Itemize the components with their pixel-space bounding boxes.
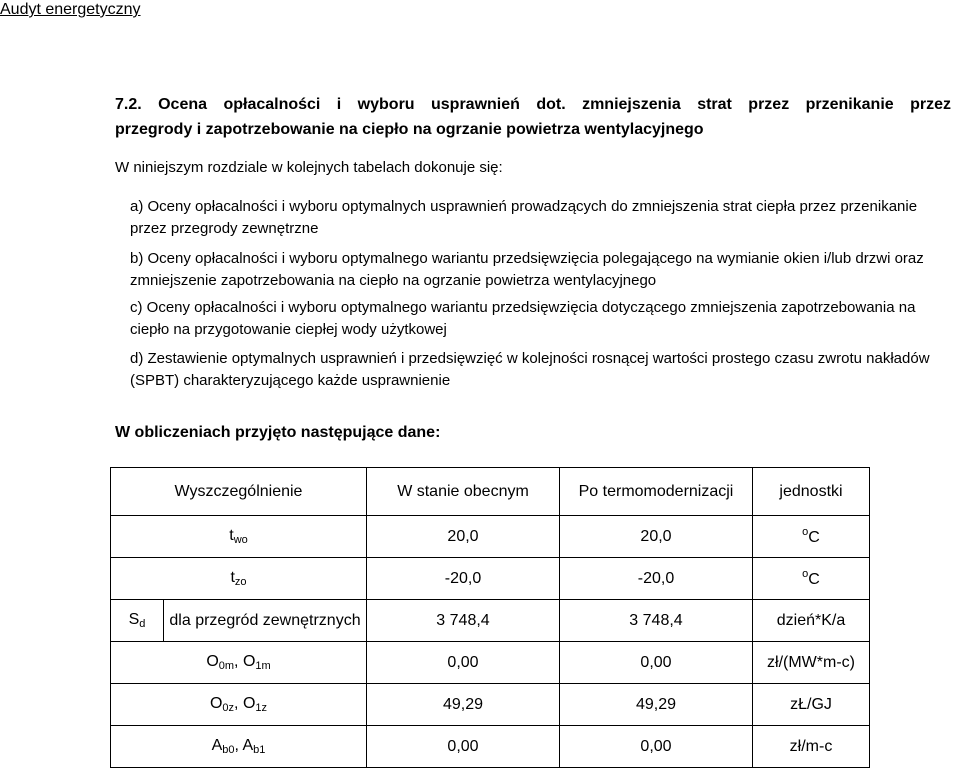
symbol-subscript-2: 1z [255,702,268,714]
symbol-text: O [206,653,219,670]
symbol-subscript: d [139,618,146,630]
symbol-subscript: b0 [222,744,235,756]
symbol-subscript: 0z [222,702,235,714]
header-current [367,468,560,516]
header-after [560,468,753,516]
value-after: -20,0 [560,558,753,600]
symbol-text: A [211,737,223,754]
symbol-subscript: zo [234,576,247,588]
value-current: 20,0 [367,516,560,558]
row-description: dla przegród zewnętrznych [164,600,367,642]
value-current: 0,00 [367,642,560,684]
value-after: 3 748,4 [560,600,753,642]
value-current: 0,00 [367,726,560,768]
document-header-title: Audyt energetyczny [0,1,141,18]
header-current-label: W stanie obecnym [397,482,529,500]
row-symbol [111,600,164,642]
unit-superscript: o [802,526,809,538]
value-unit: zŁ/GJ [753,684,870,726]
table-row [111,516,870,558]
unit-text: C [808,529,820,546]
row-symbol [111,726,367,768]
unit-superscript: o [802,568,809,580]
value-unit: dzień*K/a [753,600,870,642]
row-symbol [111,642,367,684]
value-after: 0,00 [560,726,753,768]
value-current: 49,29 [367,684,560,726]
symbol-subscript-2: b1 [253,744,266,756]
symbol-text-2: , A [234,737,254,754]
value-unit [753,516,870,558]
list-item-a: a) Oceny opłacalności i wyboru optymalnych usprawnień prowadzących do zmniejszenia strat ciepła przez przenikanie przez przegrody zewnętrzne [130,198,918,237]
value-unit: zł/(MW*m-c) [753,642,870,684]
row-symbol [111,516,367,558]
header-description-label: Wyszczególnienie [174,482,303,500]
symbol-text: O [209,695,223,712]
list-item-d: d) Zestawienie optymalnych usprawnień i przedsięwzięć w kolejności rosnącej wartości prostego czasu zwrotu nakładów (SPBT) charakteryzującego każde usprawnienie [130,350,930,389]
assumptions-heading: W obliczeniach przyjęto następujące dane: [115,424,441,441]
value-current: -20,0 [367,558,560,600]
table-header-row [111,468,870,516]
value-unit [753,558,870,600]
list-item-c: c) Oceny opłacalności i wyboru optymalnego wariantu przedsięwzięcia dotyczącego zmniejszenia zapotrzebowania na ciepło na przygotowanie ciepłej wody użytkowej [130,299,916,338]
section-heading-line-2: przegrody i zapotrzebowanie na ciepło na ogrzanie powietrza wentylacyjnego [115,121,704,138]
row-symbol [111,684,367,726]
value-after: 20,0 [560,516,753,558]
table-row [111,684,870,726]
table-row [111,600,870,642]
header-after-label: Po termomodernizacji [578,482,734,500]
row-symbol [111,558,367,600]
header-description [111,468,367,516]
symbol-text: S [128,611,140,628]
table-row [111,558,870,600]
section-heading-line-1: 7.2. Ocena opłacalności i wyboru usprawnień dot. zmniejszenia strat przez przenikanie przez [115,96,951,113]
unit-text: C [808,571,820,588]
symbol-subscript: wo [233,534,248,546]
table-row [111,642,870,684]
table-row [111,726,870,768]
symbol-text-2: , O [234,695,256,712]
list-item-b: b) Oceny opłacalności i wyboru optymalnego wariantu przedsięwzięcia polegającego na wymianie okien i/lub drzwi oraz zmniejszenie zapotrzebowania na ciepło na ogrzanie powietrza wentylacyjnego [130,250,924,289]
header-unit-label: jednostki [779,482,843,500]
value-after: 49,29 [560,684,753,726]
value-after: 0,00 [560,642,753,684]
intro-text: W niniejszym rozdziale w kolejnych tabelach dokonuje się: [115,159,503,176]
header-unit [753,468,870,516]
section-heading [115,92,951,142]
symbol-subscript-2: 1m [255,660,271,672]
value-current: 3 748,4 [367,600,560,642]
input-data-table [110,467,870,768]
symbol-subscript: 0m [218,660,235,672]
symbol-text: t [230,569,235,586]
value-unit: zł/m-c [753,726,870,768]
symbol-text-2: , O [234,653,256,670]
symbol-text: t [229,527,234,544]
